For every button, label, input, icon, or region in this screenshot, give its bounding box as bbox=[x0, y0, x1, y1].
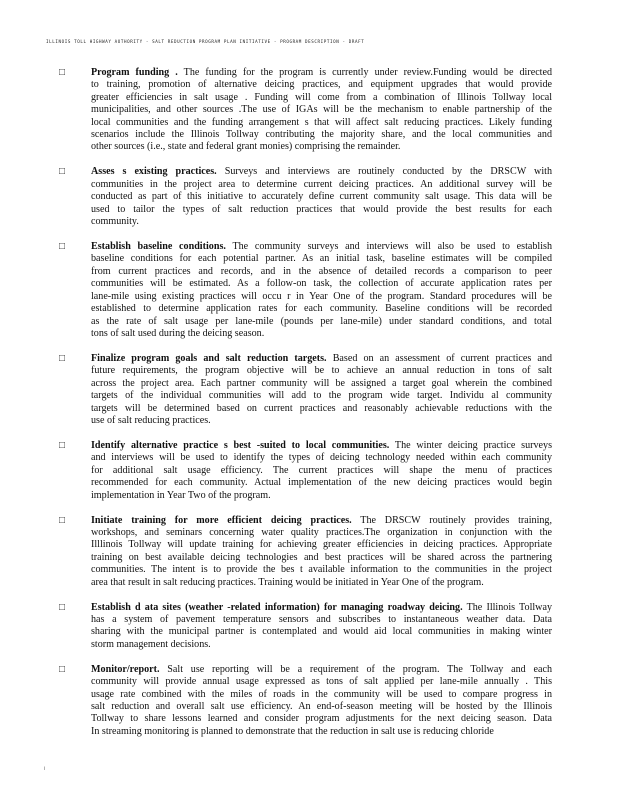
list-item bbox=[59, 439, 552, 502]
item-heading: Identify alternative practice s best -suited to local communities. bbox=[91, 439, 390, 451]
line-text: storm management decisions. bbox=[91, 638, 211, 650]
list-item bbox=[59, 241, 552, 340]
paragraph bbox=[91, 602, 552, 652]
paragraph-line bbox=[91, 726, 552, 738]
line-text: Illlinois Tollway will update training for achieving greater efficiencies in deicing practices. Appropriate bbox=[91, 539, 552, 551]
item-heading: Program funding . bbox=[91, 67, 178, 78]
paragraph bbox=[91, 67, 552, 154]
line-text: usage rate combined with the miles of roads in the community will be used to compare progress in bbox=[91, 688, 552, 700]
bullet-icon: □ bbox=[59, 514, 66, 526]
paragraph-line bbox=[91, 664, 552, 676]
line-text: lane-mile using existing practices will occu r in Year One of the program. Standard procedures will be bbox=[91, 290, 552, 302]
paragraph-line bbox=[91, 79, 552, 91]
paragraph-line bbox=[91, 527, 552, 539]
line-text: workshops, and seminars concerning water quality practices.The organization in conjunction with the bbox=[91, 526, 552, 538]
line-text: Based on an assessment of current practices and bbox=[332, 352, 552, 364]
paragraph-line bbox=[91, 639, 552, 651]
paragraph-line bbox=[91, 452, 552, 464]
paragraph-line bbox=[91, 92, 552, 104]
bullet-icon: □ bbox=[59, 601, 66, 613]
list-item bbox=[59, 663, 552, 738]
paragraph-line bbox=[91, 216, 552, 228]
paragraph bbox=[91, 166, 552, 228]
line-text: targets will be determined based on current practices and reasonably achievable reductions with the bbox=[91, 402, 552, 414]
paragraph-line bbox=[91, 552, 552, 564]
line-text: implementation in Year Two of the program. bbox=[91, 489, 271, 501]
paragraph-line bbox=[91, 415, 552, 427]
paragraph-line bbox=[91, 241, 552, 253]
paragraph-line bbox=[91, 204, 552, 216]
line-text: other sources (i.e., state and federal grant monies) comprising the remainder. bbox=[91, 141, 401, 153]
paragraph-line bbox=[91, 378, 552, 390]
line-text: communities will be estimated. As a follow-on task, the collection of accurate application rates per bbox=[91, 278, 552, 290]
running-header: ILLINOIS TOLL HIGHWAY AUTHORITY - SALT REDUCTION PROGRAM PLAN INITIATIVE - PROGRAM DESCRIPTION - DRAFT bbox=[46, 39, 365, 44]
list-item bbox=[59, 67, 552, 154]
paragraph-line bbox=[91, 602, 552, 614]
paragraph-line bbox=[91, 141, 552, 153]
item-heading: Establish d ata sites (weather -related information) for managing roadway deicing. bbox=[91, 601, 463, 613]
paragraph-line bbox=[91, 564, 552, 576]
paragraph-line bbox=[91, 539, 552, 551]
line-text: to training, promotion of alternative deicing practices, and equipment upgrades that would provide bbox=[91, 79, 552, 91]
paragraph-line bbox=[91, 701, 552, 713]
line-text: sharing with the municipal partner is contemplated and would aid local communities in making winter bbox=[91, 626, 552, 638]
paragraph-line bbox=[91, 291, 552, 303]
paragraph-line bbox=[91, 515, 552, 527]
line-text: established to determine application rates for each community. Baseline conditions will be recorded bbox=[91, 303, 552, 315]
paragraph-line bbox=[91, 253, 552, 265]
item-heading: Initiate training for more efficient deicing practices. bbox=[91, 514, 352, 526]
line-text: community will provide annual usage expressed as tons of salt applied per lane-mile annually . This bbox=[91, 676, 552, 688]
paragraph-line bbox=[91, 353, 552, 365]
line-text: Tollway to share lessons learned and consider program adjustments for the next deicing season. Data bbox=[91, 713, 552, 725]
line-text: The community surveys and interviews will also be used to establish bbox=[232, 241, 552, 253]
line-text: future requirements, the program objective will be to achieve an annual reduction in tons of salt bbox=[91, 365, 552, 377]
list-item bbox=[59, 514, 552, 589]
list-item bbox=[59, 601, 552, 652]
item-heading: Finalize program goals and salt reduction targets. bbox=[91, 352, 327, 364]
line-text: training on best available deicing technologies and best practices will be shared across the partnering bbox=[91, 551, 552, 563]
paragraph-line bbox=[91, 328, 552, 340]
paragraph-line bbox=[91, 67, 552, 79]
paragraph-line bbox=[91, 365, 552, 377]
bullet-icon: □ bbox=[59, 352, 66, 364]
line-text: conducted as part of this initiative to accurately define current community salt usage. This data will be bbox=[91, 191, 552, 203]
bullet-icon: □ bbox=[59, 67, 66, 78]
paragraph-line bbox=[91, 266, 552, 278]
line-text: The funding for the program is currently under review.Funding would be directed bbox=[183, 67, 552, 78]
line-text: has a system of pavement temperature sensors and subscribes to instantaneous weather data. Data bbox=[91, 614, 552, 625]
paragraph-line bbox=[91, 104, 552, 116]
line-text: from current practices and records, and in the absence of detailed records a comparison to peer bbox=[91, 265, 552, 277]
line-text: salt reduction and overall salt use efficiency. An end-of-season meeting will be hosted by the Illinois bbox=[91, 701, 552, 713]
line-text: used to tailor the types of salt reduction practices that would provide the best results for each bbox=[91, 203, 552, 215]
line-text: communities. The intent is to provide the bes t available information to the communities in the project bbox=[91, 564, 552, 576]
paragraph bbox=[91, 664, 552, 738]
bullet-icon: □ bbox=[59, 663, 66, 675]
paragraph bbox=[91, 440, 552, 502]
paragraph-line bbox=[91, 316, 552, 328]
paragraph-line bbox=[91, 465, 552, 477]
paragraph-line bbox=[91, 303, 552, 315]
paragraph-line bbox=[91, 403, 552, 415]
paragraph-line bbox=[91, 166, 552, 178]
paragraph-line bbox=[91, 117, 552, 129]
line-text: The Illinois Tollway bbox=[466, 601, 552, 613]
paragraph-line bbox=[91, 477, 552, 489]
paragraph-line bbox=[91, 713, 552, 725]
paragraph bbox=[91, 241, 552, 340]
item-heading: Monitor/report. bbox=[91, 663, 160, 675]
paragraph-line bbox=[91, 440, 552, 452]
line-text: as the rate of salt usage per lane-mile (pounds per lane-mile) under standard conditions, and total bbox=[91, 315, 552, 327]
line-text: communities in the project area to determine current deicing practices. An additional survey will be bbox=[91, 178, 552, 190]
paragraph-line bbox=[91, 191, 552, 203]
list-item bbox=[59, 166, 552, 228]
line-text: recommended for each community. Actual implementation of the new deicing practices would begin bbox=[91, 477, 552, 489]
line-text: community. bbox=[91, 216, 139, 228]
paragraph-line bbox=[91, 614, 552, 626]
page-mark: i bbox=[44, 766, 46, 772]
paragraph-line bbox=[91, 577, 552, 589]
bullet-icon: □ bbox=[59, 241, 66, 253]
paragraph-line bbox=[91, 626, 552, 638]
line-text: and interviews will be used to identify the types of deicing technology needed within each community bbox=[91, 452, 552, 464]
paragraph-line bbox=[91, 278, 552, 290]
line-text: area that result in salt reducing practices. Training would be initiated in Year One of the program. bbox=[91, 576, 484, 588]
line-text: local communities and the funding arrangement s that will affect salt reducing practices. Likely funding bbox=[91, 116, 552, 128]
line-text: greater efficiencies in salt usage . Funding will come from a combination of Illinois Tollway local bbox=[91, 91, 552, 103]
line-text: across the project area. Each partner community will be assigned a target goal wherein the combined bbox=[91, 377, 552, 389]
line-text: tons of salt used during the deicing season. bbox=[91, 327, 265, 339]
paragraph-line bbox=[91, 179, 552, 191]
line-text: targets of the individual communities will add to the program wide target. Individu al community bbox=[91, 390, 552, 402]
line-text: scenarios include the Illinois Tollway contributing the majority share, and the local communities and bbox=[91, 129, 552, 141]
line-text: In streaming monitoring is planned to demonstrate that the reduction in salt use is reducing chloride bbox=[91, 725, 494, 737]
list-item bbox=[59, 352, 552, 427]
paragraph bbox=[91, 353, 552, 427]
bullet-icon: □ bbox=[59, 439, 66, 451]
paragraph-line bbox=[91, 689, 552, 701]
line-text: Surveys and interviews are routinely conducted by the DRSCW with bbox=[224, 166, 552, 178]
item-heading: Establish baseline conditions. bbox=[91, 241, 226, 253]
line-text: for additional salt usage efficiency. The current practices will shape the menu of practices bbox=[91, 464, 552, 476]
paragraph-line bbox=[91, 129, 552, 141]
paragraph bbox=[91, 515, 552, 589]
paragraph-line bbox=[91, 390, 552, 402]
line-text: baseline conditions for each potential partner. As an initial task, baseline estimates will be compiled bbox=[91, 253, 552, 265]
program-steps-list bbox=[59, 67, 552, 751]
line-text: use of salt reducing practices. bbox=[91, 414, 211, 426]
item-heading: Asses s existing practices. bbox=[91, 166, 217, 178]
line-text: Salt use reporting will be a requirement of the program. The Tollway and each bbox=[167, 663, 552, 675]
bullet-icon: □ bbox=[59, 166, 66, 178]
paragraph-line bbox=[91, 490, 552, 502]
line-text: The DRSCW routinely provides training, bbox=[360, 514, 552, 526]
line-text: The winter deicing practice surveys bbox=[394, 439, 552, 451]
paragraph-line bbox=[91, 676, 552, 688]
line-text: municipalities, and other sources .The use of IGAs will be the mechanism to enable partnership of the bbox=[91, 104, 552, 116]
